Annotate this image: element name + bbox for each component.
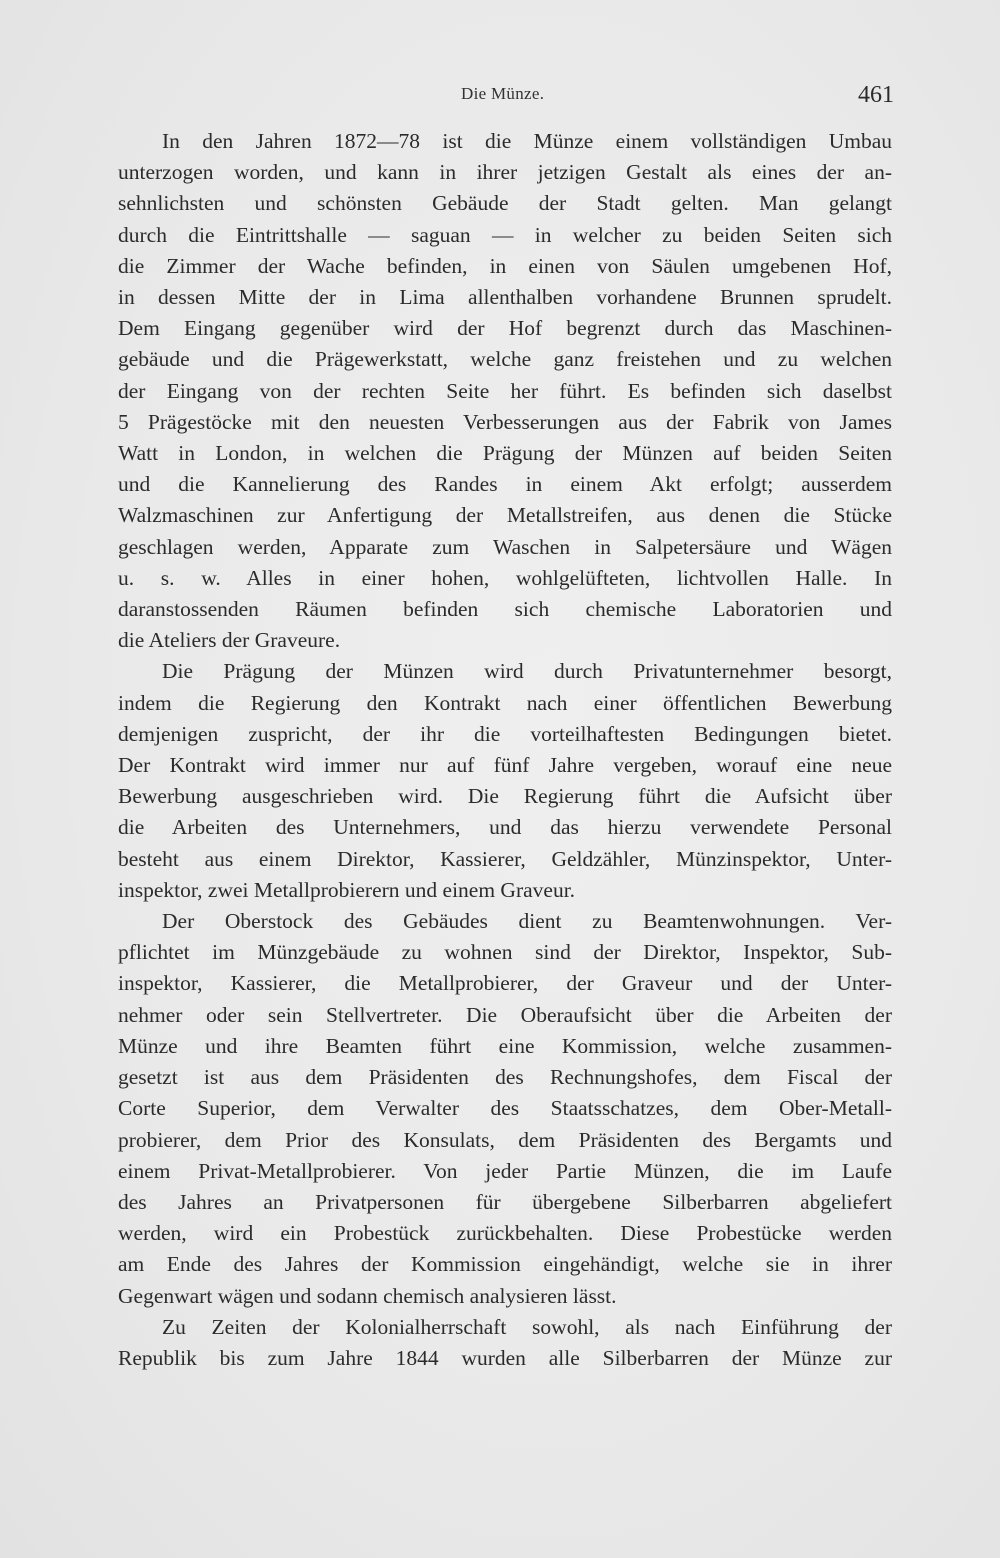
body-text: [118, 126, 892, 1374]
text-line: die Ateliers der Graveure.: [118, 628, 341, 653]
text-line: des Jahres an Privatpersonen für übergebene Silberbarren abgeliefert: [118, 1189, 892, 1214]
paragraph-3: [118, 906, 892, 1312]
text-line: Watt in London, in welchen die Prägung der Münzen auf beiden Seiten: [118, 441, 892, 466]
text-line: Gegenwart wägen und sodann chemisch analysieren lässt.: [118, 1283, 617, 1308]
text-line: durch die Eintrittshalle — saguan — in welcher zu beiden Seiten sich: [118, 222, 892, 247]
text-line: u. s. w. Alles in einer hohen, wohlgelüfteten, lichtvollen Halle. In: [118, 565, 892, 590]
text-line: Corte Superior, dem Verwalter des Staatsschatzes, dem Ober-Metall-: [118, 1096, 892, 1121]
text-line: geschlagen werden, Apparate zum Waschen in Salpetersäure und Wägen: [118, 534, 892, 559]
text-line: Walzmaschinen zur Anfertigung der Metallstreifen, aus denen die Stücke: [118, 503, 892, 528]
text-line: Dem Eingang gegenüber wird der Hof begrenzt durch das Maschinen-: [118, 316, 892, 341]
text-line: inspektor, Kassierer, die Metallprobierer, der Graveur und der Unter-: [118, 971, 892, 996]
text-line: Münze und ihre Beamten führt eine Kommission, welche zusammen-: [118, 1033, 892, 1058]
text-line: sehnlichsten und schönsten Gebäude der Stadt gelten. Man gelangt: [118, 191, 892, 216]
text-line: werden, wird ein Probestück zurückbehalten. Diese Probestücke werden: [118, 1221, 892, 1246]
text-line: Bewerbung ausgeschrieben wird. Die Regierung führt die Aufsicht über: [118, 784, 892, 809]
text-line: Zu Zeiten der Kolonialherrschaft sowohl, als nach Einführung der: [162, 1314, 892, 1339]
text-line: in dessen Mitte der in Lima allenthalben vorhandene Brunnen sprudelt.: [118, 285, 892, 310]
text-line: gebäude und die Prägewerkstatt, welche ganz freistehen und zu welchen: [118, 347, 892, 372]
text-line: pflichtet im Münzgebäude zu wohnen sind der Direktor, Inspektor, Sub-: [118, 940, 892, 965]
paragraph-4: [118, 1312, 892, 1374]
text-line: der Eingang von der rechten Seite her führt. Es befinden sich daselbst: [118, 378, 892, 403]
text-line: In den Jahren 1872—78 ist die Münze einem vollständigen Umbau: [162, 129, 892, 153]
running-title: Die Münze.: [461, 84, 545, 103]
text-line: Republik bis zum Jahre 1844 wurden alle Silberbarren der Münze zur: [118, 1345, 892, 1370]
text-line: einem Privat-Metallprobierer. Von jeder Partie Münzen, die im Laufe: [118, 1158, 892, 1183]
text-line: besteht aus einem Direktor, Kassierer, Geldzähler, Münzinspektor, Unter-: [118, 846, 892, 871]
text-line: 5 Prägestöcke mit den neuesten Verbesserungen aus der Fabrik von James: [118, 409, 892, 434]
text-line: demjenigen zuspricht, der ihr die vorteilhaftesten Bedingungen bietet.: [118, 721, 892, 746]
text-line: am Ende des Jahres der Kommission eingehändigt, welche sie in ihrer: [118, 1252, 892, 1277]
text-line: die Zimmer der Wache befinden, in einen von Säulen umgebenen Hof,: [118, 253, 892, 278]
text-line: und die Kannelierung des Randes in einem Akt erfolgt; ausserdem: [118, 472, 892, 497]
text-line: Der Oberstock des Gebäudes dient zu Beamtenwohnungen. Ver-: [162, 909, 892, 934]
running-header: [118, 82, 894, 112]
page-number: 461: [858, 82, 894, 108]
paragraph-2: [118, 656, 892, 906]
text-line: indem die Regierung den Kontrakt nach einer öffentlichen Bewerbung: [118, 690, 892, 715]
text-line: unterzogen worden, und kann in ihrer jetzigen Gestalt als eines der an-: [118, 160, 892, 185]
text-line: nehmer oder sein Stellvertreter. Die Oberaufsicht über die Arbeiten der: [118, 1002, 892, 1027]
text-line: inspektor, zwei Metallprobierern und einem Graveur.: [118, 877, 576, 902]
paragraph-1: [118, 126, 892, 656]
text-line: Die Prägung der Münzen wird durch Privatunternehmer besorgt,: [162, 659, 892, 684]
text-line: daranstossenden Räumen befinden sich chemische Laboratorien und: [118, 597, 892, 622]
text-line: Der Kontrakt wird immer nur auf fünf Jahre vergeben, worauf eine neue: [118, 753, 892, 778]
text-line: die Arbeiten des Unternehmers, und das hierzu verwendete Personal: [118, 815, 892, 840]
text-line: gesetzt ist aus dem Präsidenten des Rechnungshofes, dem Fiscal der: [118, 1065, 892, 1090]
text-line: probierer, dem Prior des Konsulats, dem Präsidenten des Bergamts und: [118, 1127, 892, 1152]
